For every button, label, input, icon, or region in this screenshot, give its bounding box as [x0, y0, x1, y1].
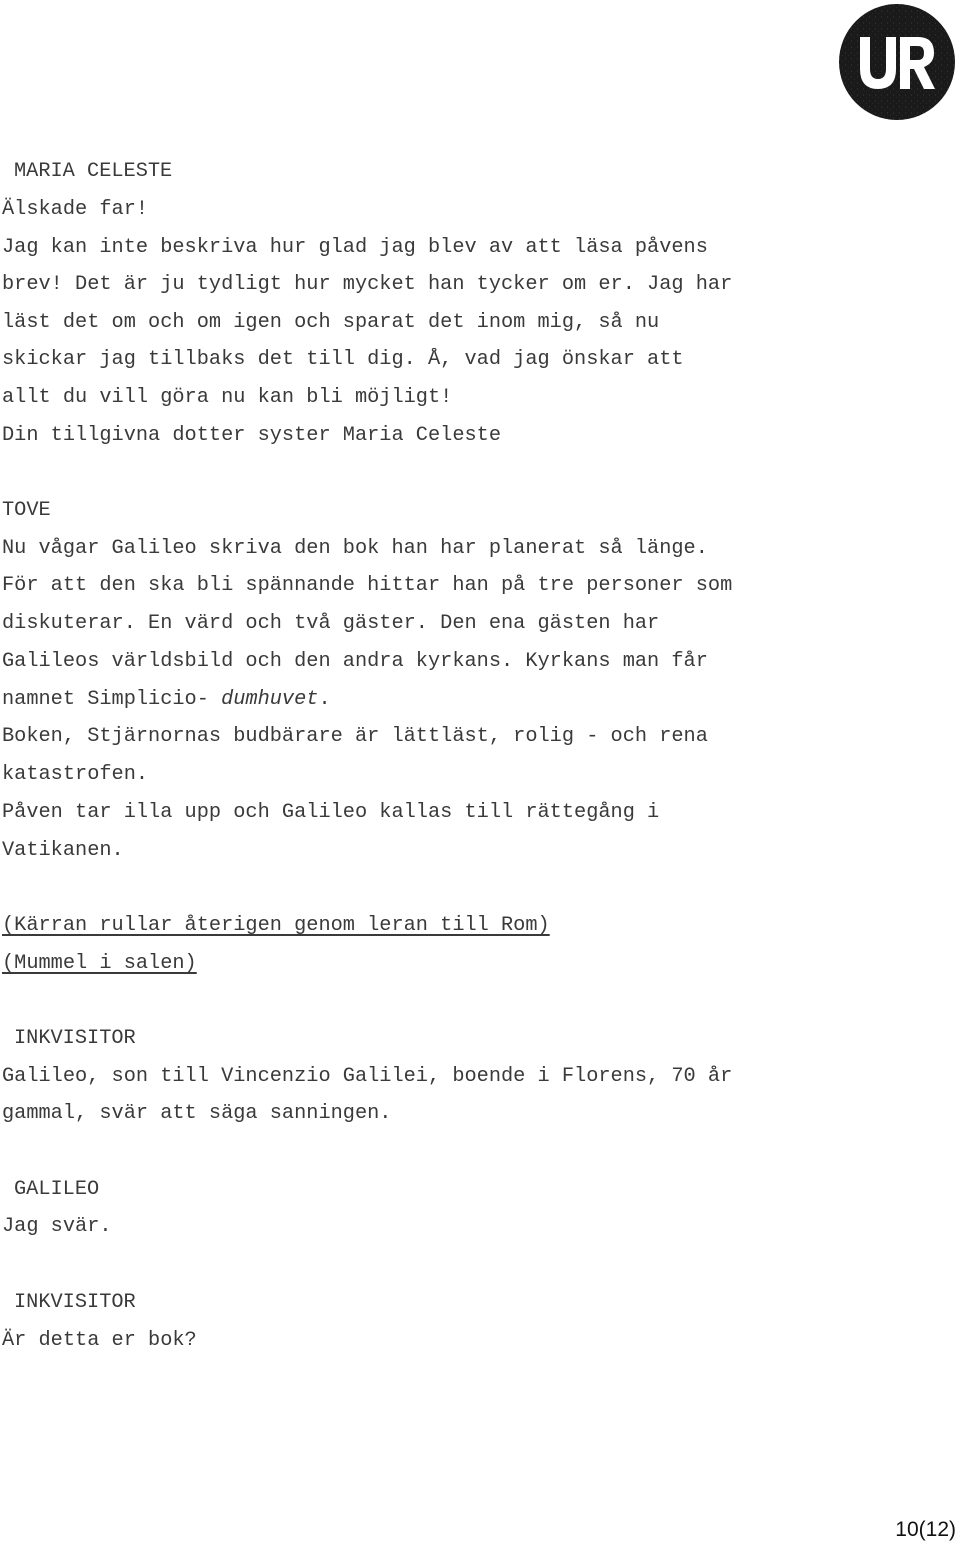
- ur-logo-icon: [838, 3, 956, 121]
- dialogue-line: Din tillgivna dotter syster Maria Celeste: [2, 424, 501, 447]
- dialogue-line: Galileos världsbild och den andra kyrkans. Kyrkans man får: [2, 650, 708, 673]
- speaker-name: TOVE: [2, 499, 51, 522]
- speaker-name: INKVISITOR: [14, 1027, 136, 1050]
- dialogue-line: Jag svär.: [2, 1215, 112, 1238]
- dialogue-line: brev! Det är ju tydligt hur mycket han tycker om er. Jag har: [2, 273, 733, 296]
- dialogue-line: diskuterar. En värd och två gäster. Den ena gästen har: [2, 612, 660, 635]
- dialogue-line: Galileo, son till Vincenzio Galilei, boende i Florens, 70 år: [2, 1065, 733, 1088]
- dialogue-line: gammal, svär att säga sanningen.: [2, 1102, 392, 1125]
- speaker-name: MARIA CELESTE: [14, 160, 173, 183]
- speaker-name: GALILEO: [14, 1178, 100, 1201]
- dialogue-line: Jag kan inte beskriva hur glad jag blev av att läsa påvens: [2, 236, 708, 259]
- dialogue-line: [2, 688, 331, 712]
- page-number: 10(12): [895, 1518, 956, 1541]
- stage-direction: (Mummel i salen): [2, 952, 197, 975]
- dialogue-line: Vatikanen.: [2, 839, 124, 862]
- dialogue-line: Älskade far!: [2, 198, 149, 221]
- speaker-name: INKVISITOR: [14, 1291, 136, 1314]
- dialogue-text: .: [318, 688, 331, 711]
- dialogue-line: För att den ska bli spännande hittar han på tre personer som: [2, 574, 733, 597]
- dialogue-line: Är detta er bok?: [2, 1329, 197, 1352]
- dialogue-line: katastrofen.: [2, 763, 149, 786]
- dialogue-text: namnet Simplicio-: [2, 688, 222, 711]
- italic-word: dumhuvet: [221, 688, 319, 711]
- dialogue-line: Boken, Stjärnornas budbärare är lättläst, rolig - och rena: [2, 725, 708, 748]
- dialogue-line: läst det om och om igen och sparat det inom mig, så nu: [2, 311, 660, 334]
- dialogue-line: skickar jag tillbaks det till dig. Å, vad jag önskar att: [2, 348, 684, 371]
- dialogue-line: Påven tar illa upp och Galileo kallas till rättegång i: [2, 801, 660, 824]
- dialogue-line: allt du vill göra nu kan bli möjligt!: [2, 386, 453, 409]
- stage-direction: (Kärran rullar återigen genom leran till Rom): [2, 914, 550, 937]
- dialogue-line: Nu vågar Galileo skriva den bok han har planerat så länge.: [2, 537, 708, 560]
